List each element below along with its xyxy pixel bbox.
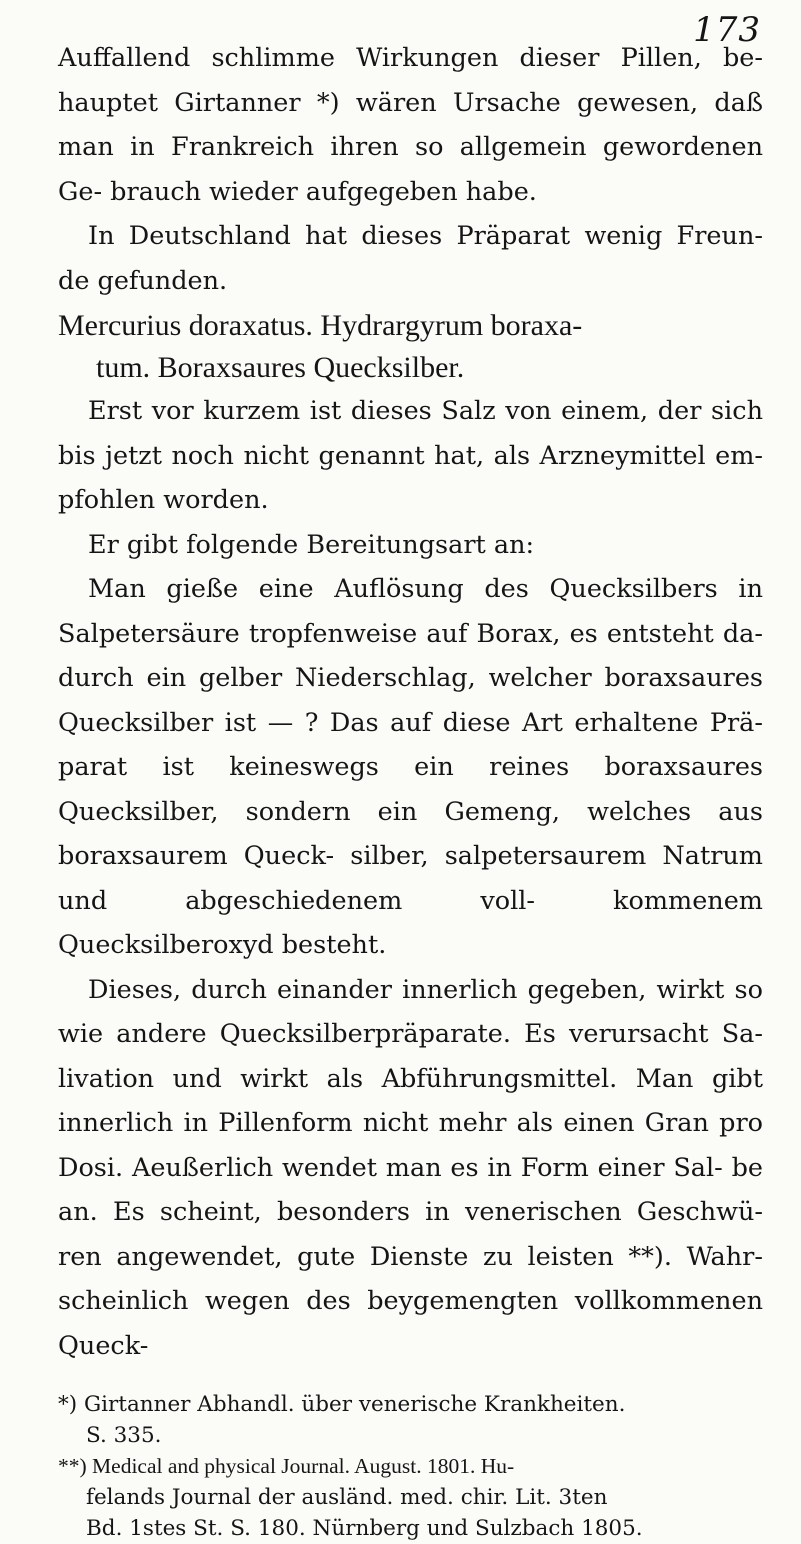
footnote-1-line2: S. 335. bbox=[86, 1423, 162, 1448]
footnote-2-line2: felands Journal der ausländ. med. chir. Lit. 3ten bbox=[86, 1485, 608, 1510]
paragraph-deutschland: In Deutschland hat dieses Präparat wenig Freun- de gefunden. bbox=[58, 221, 763, 296]
paragraph-bereitung: Er gibt folgende Bereitungsart an: bbox=[88, 529, 535, 560]
main-text bbox=[58, 36, 763, 1368]
paragraph-wirkung: Dieses, durch einander innerlich gegeben, wirkt so wie andere Quecksilberpräparate. Es verursacht Sa- livation und wirkt als Abführungsmittel. Man gibt innerlich in Pillenform nicht mehr als einen Gran pro Dosi. Aeußerlich wendet man es in Form einer Sal- be an. Es scheint, besonders in venerischen Geschwü- ren angewendet, gute Dienste zu leisten **). Wahr- scheinlich wegen des beygemengten vollkommenen Queck- bbox=[58, 974, 763, 1361]
paragraph-auflosung: Man gieße eine Auflösung des Quecksilbers in Salpetersäure tropfenweise auf Borax, es entsteht da- durch ein gelber Niederschlag, welcher boraxsaures Quecksilber ist — ? Das auf diese Art erhaltene Prä- parat ist keineswegs ein reines boraxsaures Quecksilber, sondern ein Gemeng, welches aus boraxsaurem Queck- silber, salpetersaurem Natrum und abgeschiedenem voll- kommenem Quecksilberoxyd besteht. bbox=[58, 574, 763, 960]
page-number: 173 bbox=[693, 10, 761, 50]
footnote-1-line1: *) Girtanner Abhandl. über venerische Krankheiten. bbox=[58, 1392, 626, 1417]
entry-heading-line1: Mercurius doraxatus. Hydrargyrum boraxa- bbox=[58, 309, 583, 342]
footnote-divider bbox=[58, 1382, 763, 1383]
paragraph-girtanner: Auffallend schlimme Wirkungen dieser Pillen, be- hauptet Girtanner *) wären Ursache gewesen, daß man in Frankreich ihren so allgemein gewordenen Ge- brauch wieder aufgegeben habe. bbox=[58, 43, 763, 207]
footnotes bbox=[58, 1389, 763, 1544]
paragraph-erst: Erst vor kurzem ist dieses Salz von einem, der sich bis jetzt noch nicht genannt hat, als Arzneymittel em- pfohlen worden. bbox=[58, 396, 763, 515]
entry-heading-line2: tum. Boraxsaures Quecksilber. bbox=[96, 351, 465, 384]
footnote-2-line3: Bd. 1stes St. S. 180. Nürnberg und Sulzbach 1805. bbox=[86, 1516, 643, 1541]
entry-heading bbox=[58, 305, 763, 389]
footnote-2-line1: **) Medical and physical Journal. August. 1801. Hu- bbox=[58, 1454, 515, 1478]
